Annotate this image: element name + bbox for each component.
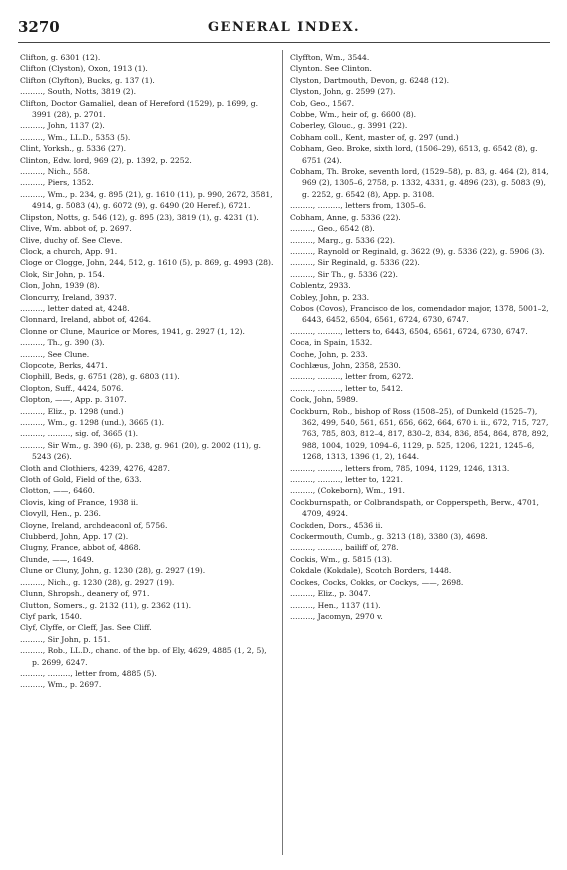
index-entry: ………, See Clune.: [20, 349, 90, 359]
index-entry: Clyston, Dartmouth, Devon, g. 6248 (12).: [290, 75, 450, 85]
index-entry: Cochlæus, John, 2358, 2530.: [290, 360, 401, 370]
index-entry: Clon, John, 1939 (8).: [20, 281, 100, 291]
index-entry: Cobham, Anne, g. 5336 (22).: [290, 212, 401, 222]
index-entry: Cloncurry, Ireland, 3937.: [20, 292, 117, 302]
left-column: [20, 52, 276, 691]
index-entry: ………, letter dated at, 4248.: [20, 303, 130, 313]
index-entry: Clopcote, Berks, 4471.: [20, 360, 108, 370]
index-entry: ………, ………, letter from, 4885 (5).: [20, 668, 157, 678]
index-entry: Clutton, Somers., g. 2132 (11), g. 2362 (11).: [20, 600, 192, 610]
index-entry: Clovis, king of France, 1938 ii.: [20, 497, 139, 507]
index-entry: ………, Marg., g. 5336 (22).: [290, 235, 396, 245]
index-entry: ………, Hen., 1137 (11).: [290, 600, 381, 610]
index-entry: Cock, John, 5989.: [290, 395, 359, 405]
index-entry: Cockes, Cocks, Cokks, or Cockys, ——, 2698.: [290, 577, 464, 587]
index-entry: Coche, John, p. 233.: [290, 349, 368, 359]
index-entry: ………, ………, letter from, 6272.: [290, 372, 414, 382]
index-entry: Cob, Geo., 1567.: [290, 98, 355, 108]
index-entry: Clinton, Edw. lord, 969 (2), p. 1392, p. 2252.: [20, 155, 192, 165]
index-entry: Coberley, Glouc., g. 3991 (22).: [290, 121, 408, 131]
index-entry: Clifton (Clyfton), Bucks, g. 137 (1).: [20, 75, 155, 85]
index-entry: ………, Wm., g. 1298 (und.), 3665 (1).: [20, 418, 165, 427]
index-entry: Clive, Wm. abbot of, p. 2697.: [20, 224, 132, 234]
index-entry: Cobham coll., Kent, master of, g. 297 (und.): [290, 132, 459, 142]
index-entry: ………, Wm., p. 234, g. 895 (21), g. 1610 (11), p. 990, 2672, 3581, 4914, g. 5083 (4), g. 6072 (9), g. 6490 (20 Heref.), 6721.: [20, 189, 273, 211]
index-entry: ………, Th., g. 390 (3).: [20, 338, 105, 348]
header-rule: [18, 42, 550, 43]
index-entry: Cloth and Clothiers, 4239, 4276, 4287.: [20, 463, 170, 473]
index-entry: Clok, Sir John, p. 154.: [20, 269, 105, 279]
index-entry: ………, Wm., p. 2697.: [20, 680, 102, 690]
index-entry: Cloge or Clogge, John, 244, 512, g. 1610 (5), p. 869, g. 4993 (28).: [20, 258, 274, 268]
index-entry: Coblentz, 2933.: [290, 281, 351, 291]
index-entry: ………, Eliz., p. 3047.: [290, 589, 371, 599]
index-entry: Cobham, Geo. Broke, sixth lord, (1506–29), 6513, g. 6542 (8), g. 6751 (24).: [290, 144, 538, 165]
index-entry: ………, Jacomyn, 2970 v.: [290, 611, 383, 621]
column-divider: [282, 50, 283, 855]
index-entry: ………, Sir John, p. 151.: [20, 634, 111, 644]
index-entry: Clunn, Shropsh., deanery of, 971.: [20, 589, 150, 599]
index-entry: ………, Sir Wm., g. 390 (6), p. 238, g. 961 (20), g. 2002 (11), g. 5243 (26).: [20, 440, 261, 462]
index-entry: ………, Sir Reginald, g. 5336 (22).: [290, 258, 420, 268]
index-entry: Clipston, Notts, g. 546 (12), g. 895 (23), 3819 (1), g. 4231 (1).: [20, 212, 259, 222]
index-entry: Clonnard, Ireland, abbot of, 4264.: [20, 315, 152, 325]
index-entry: Clugny, France, abbot of, 4868.: [20, 543, 141, 553]
index-entry: Clyf park, 1540.: [20, 611, 82, 621]
index-entry: Cockburn, Rob., bishop of Ross (1508–25), of Dunkeld (1525–7), 362, 499, 540, 561, 651, 656, 662, 664, 670 i. ii., 672, 715, 727, 763, 785, 803, 812–4, 817, 830–2, 834, 836, 854, 864, 878, 892, 988, 1004, 1029, 1094–6, 1129, p. 525, 1206, 1221, 1245–6, 1268, 1313, 1396 (1, 2), 1644.: [290, 406, 549, 462]
page-header: [18, 16, 550, 40]
index-entry: Clotton, ——, 6460.: [20, 486, 95, 496]
index-entry: ………, Sir Th., g. 5336 (22).: [290, 269, 398, 279]
index-entry: Cobos (Covos), Francisco de los, comendador major, 1378, 5001–2, 6443, 6452, 6504, 6561, 6724, 6730, 6747.: [290, 303, 549, 325]
index-entry: Clint, Yorksh., g. 5336 (27).: [20, 144, 127, 154]
index-entry: ………, Eliz., p. 1298 (und.): [20, 406, 124, 416]
index-entry: Clynton. See Clinton.: [290, 64, 372, 74]
index-entry: ………, ………, letters to, 6443, 6504, 6561, 6724, 6730, 6747.: [290, 326, 528, 336]
index-entry: ………, South, Notts, 3819 (2).: [20, 87, 136, 97]
index-entry: Clopton, ——, App. p. 3107.: [20, 395, 127, 405]
index-entry: Clune or Cluny, John, g. 1230 (28), g. 2927 (19).: [20, 566, 206, 576]
page-number: 3270: [18, 18, 60, 36]
index-entry: ………, Geo., 6542 (8).: [290, 224, 375, 234]
index-entry: ………, Rob., LL.D., chanc. of the bp. of Ely, 4629, 4885 (1, 2, 5), p. 2699, 6247.: [20, 646, 267, 667]
index-entry: Clyffton, Wm., 3544.: [290, 53, 370, 62]
index-entry: ………, Wm., LL.D., 5353 (5).: [20, 132, 131, 142]
index-entry: ………, Nich., g. 1230 (28), g. 2927 (19).: [20, 577, 175, 587]
index-entry: ………, ………, sig. of, 3665 (1).: [20, 429, 139, 439]
index-entry: ………, ………, letters from, 1305–6.: [290, 201, 427, 211]
index-entry: Clonne or Clune, Maurice or Mores, 1941, g. 2927 (1, 12).: [20, 326, 245, 336]
index-entry: ………, ………, letters from, 785, 1094, 1129, 1246, 1313.: [290, 463, 510, 473]
right-column: [290, 52, 552, 622]
index-entry: Cobley, John, p. 233.: [290, 292, 370, 302]
page-title: GENERAL INDEX.: [207, 20, 361, 35]
index-entry: Cobbe, Wm., heir of, g. 6600 (8).: [290, 110, 417, 120]
index-entry: Clubberd, John, App. 17 (2).: [20, 532, 129, 542]
index-entry: Clopton, Suff., 4424, 5076.: [20, 383, 124, 393]
index-entry: ………, ………, letter to, 1221.: [290, 475, 403, 485]
index-entry: ………, (Cokeborn), Wm., 191.: [290, 486, 405, 496]
index-entry: Clophill, Beds, g. 6751 (28), g. 6803 (11).: [20, 372, 180, 382]
index-entry: Cockburnspath, or Colbrandspath, or Copperspeth, Berw., 4701, 4709, 4924.: [290, 497, 539, 519]
index-entry: Cloth of Gold, Field of the, 633.: [20, 475, 142, 485]
index-entry: Clyf, Clyffe, or Cleff, Jas. See Cliff.: [20, 623, 152, 633]
index-entry: Coca, in Spain, 1532.: [290, 338, 373, 348]
index-entry: ………, ………, letter to, 5412.: [290, 383, 403, 393]
index-entry: ………, Piers, 1352.: [20, 178, 94, 188]
index-entry: ………, Nich., 558.: [20, 167, 90, 177]
index-entry: Clovyll, Hen., p. 236.: [20, 509, 101, 519]
index-entry: Clifton (Clyston), Oxon, 1913 (1).: [20, 64, 148, 74]
index-entry: Clunde, ——, 1649.: [20, 554, 94, 564]
index-entry: ………, ………, bailiff of, 278.: [290, 543, 399, 553]
index-entry: Cockermouth, Cumb., g. 3213 (18), 3380 (3), 4698.: [290, 532, 488, 542]
index-entry: Clifton, Doctor Gamaliel, dean of Hereford (1529), p. 1699, g. 3991 (28), p. 2701.: [20, 98, 259, 120]
index-entry: Cokdale (Kokdale), Scotch Borders, 1448.: [290, 566, 452, 576]
index-entry: Clock, a church, App. 91.: [20, 246, 118, 256]
index-entry: Cockis, Wm., g. 5815 (13).: [290, 554, 393, 564]
index-entry: Cloyne, Ireland, archdeaconl of, 5756.: [20, 520, 168, 530]
index-entry: Cockden, Dors., 4536 ii.: [290, 520, 383, 530]
index-entry: Cobham, Th. Broke, seventh lord, (1529–58), p. 83, g. 464 (2), 814, 969 (2), 1305–6, 2758, p. 1332, 4331, g. 4896 (23), g. 5083 (9), g. 2252, g. 6542 (8), App. p. 3108.: [290, 167, 549, 199]
index-entry: Clifton, g. 6301 (12).: [20, 53, 101, 62]
index-entry: Clive, duchy of. See Cleve.: [20, 235, 123, 245]
index-entry: ………, John, 1137 (2).: [20, 121, 105, 131]
index-entry: Clyston, John, g. 2599 (27).: [290, 87, 396, 97]
index-entry: ………, Raynold or Reginald, g. 3622 (9), g. 5336 (22), g. 5906 (3).: [290, 246, 545, 256]
